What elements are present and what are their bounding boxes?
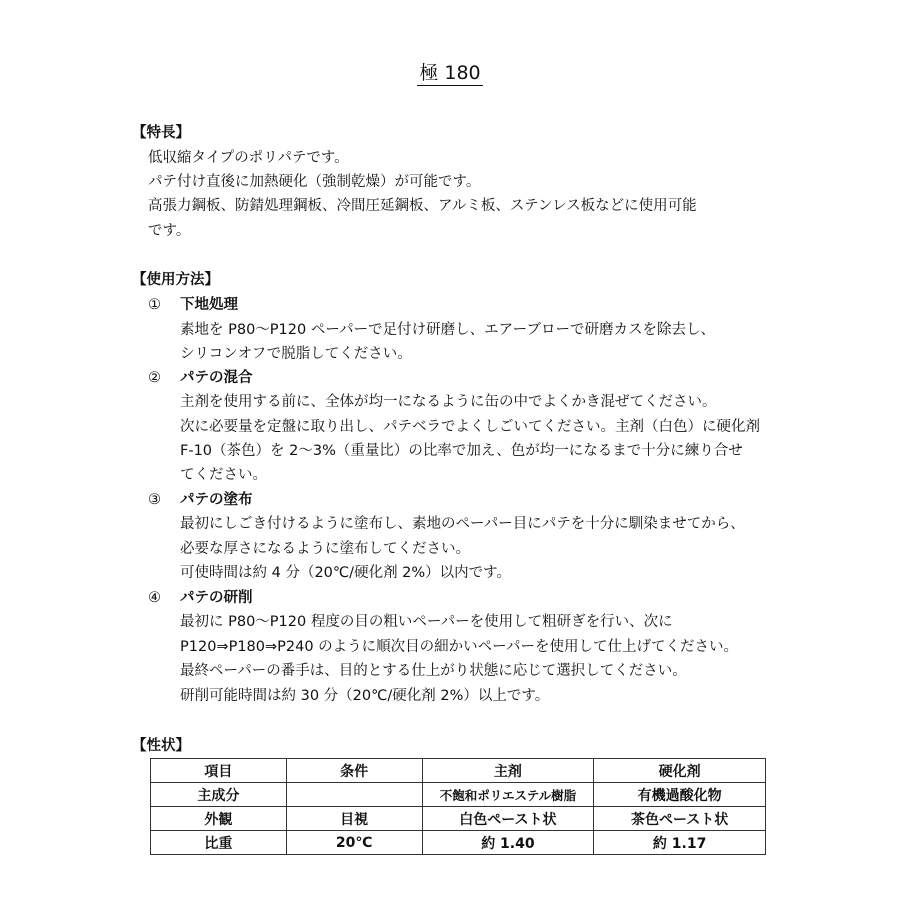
table-cell: 比重 bbox=[151, 831, 287, 855]
table-cell: 白色ペースト状 bbox=[422, 807, 594, 831]
features-line: パテ付け直後に加熱硬化（強制乾燥）が可能です。 bbox=[148, 174, 481, 190]
step-4-line: P120⇒P180⇒P240 のように順次目の細かいペーパーを使用して仕上げてください。 bbox=[180, 639, 738, 655]
step-2-title bbox=[148, 366, 253, 387]
properties-table bbox=[150, 758, 766, 855]
usage-heading: 【使用方法】 bbox=[132, 272, 219, 288]
step-title: パテの混合 bbox=[180, 370, 253, 386]
table-cell: 20℃ bbox=[286, 831, 422, 855]
step-2-line: てください。 bbox=[180, 467, 267, 483]
header-cell: 硬化剤 bbox=[594, 759, 766, 783]
features-line: 高張力鋼板、防錆処理鋼板、冷間圧延鋼板、アルミ板、ステンレス板などに使用可能 bbox=[148, 198, 697, 214]
step-title: 下地処理 bbox=[180, 297, 238, 313]
step-3-line: 可使時間は約 4 分（20℃/硬化剤 2%）以内です。 bbox=[180, 565, 512, 581]
step-2-line: 主剤を使用する前に、全体が均一になるように缶の中でよくかき混ぜてください。 bbox=[180, 394, 717, 410]
step-1-title bbox=[148, 293, 238, 314]
step-4-line: 最終ペーパーの番手は、目的とする仕上がり状態に応じて選択してください。 bbox=[180, 663, 687, 679]
step-number: ③ bbox=[148, 492, 161, 508]
table-row bbox=[151, 831, 766, 855]
table-cell: 茶色ペースト状 bbox=[594, 807, 766, 831]
step-number: ② bbox=[148, 370, 161, 386]
table-cell: 約 1.17 bbox=[594, 831, 766, 855]
table-cell: 外観 bbox=[151, 807, 287, 831]
table-header-row bbox=[151, 759, 766, 783]
step-number: ① bbox=[148, 297, 161, 313]
step-4-line: 最初に P80～P120 程度の目の粗いペーパーを使用して粗研ぎを行い、次に bbox=[180, 614, 673, 630]
table-cell: 有機過酸化物 bbox=[594, 783, 766, 807]
step-1-line: 素地を P80～P120 ペーパーで足付け研磨し、エアーブローで研磨カスを除去し、 bbox=[180, 322, 715, 338]
step-4-line: 研削可能時間は約 30 分（20℃/硬化剤 2%）以上です。 bbox=[180, 688, 550, 704]
step-title: パテの研削 bbox=[180, 590, 253, 606]
step-2-line: F-10（茶色）を 2～3%（重量比）の比率で加え、色が均一になるまで十分に練り合せ bbox=[180, 443, 743, 459]
table-row bbox=[151, 807, 766, 831]
step-4-title bbox=[148, 586, 253, 607]
step-1-line: シリコンオフで脱脂してください。 bbox=[180, 346, 412, 362]
table-cell: 目視 bbox=[286, 807, 422, 831]
step-3-line: 最初にしごき付けるように塗布し、素地のペーパー目にパテを十分に馴染ませてから、 bbox=[180, 516, 745, 532]
header-cell: 項目 bbox=[151, 759, 287, 783]
step-2-line: 次に必要量を定盤に取り出し、パテベラでよくしごいてください。主剤（白色）に硬化剤 bbox=[180, 419, 760, 435]
table-cell: 不飽和ポリエステル樹脂 bbox=[422, 783, 594, 807]
table-row bbox=[151, 783, 766, 807]
table-cell: 主成分 bbox=[151, 783, 287, 807]
header-cell: 条件 bbox=[286, 759, 422, 783]
features-heading: 【特長】 bbox=[132, 125, 190, 141]
table-cell: 約 1.40 bbox=[422, 831, 594, 855]
step-title: パテの塗布 bbox=[180, 492, 253, 508]
properties-heading: 【性状】 bbox=[132, 738, 190, 754]
table-cell bbox=[286, 783, 422, 807]
document-title: 極 180 bbox=[419, 62, 481, 84]
step-3-line: 必要な厚さになるように塗布してください。 bbox=[180, 541, 470, 557]
step-3-title bbox=[148, 488, 253, 509]
step-number: ④ bbox=[148, 590, 161, 606]
features-line: です。 bbox=[148, 223, 191, 239]
header-cell: 主剤 bbox=[422, 759, 594, 783]
features-line: 低収縮タイプのポリパテです。 bbox=[148, 150, 349, 166]
